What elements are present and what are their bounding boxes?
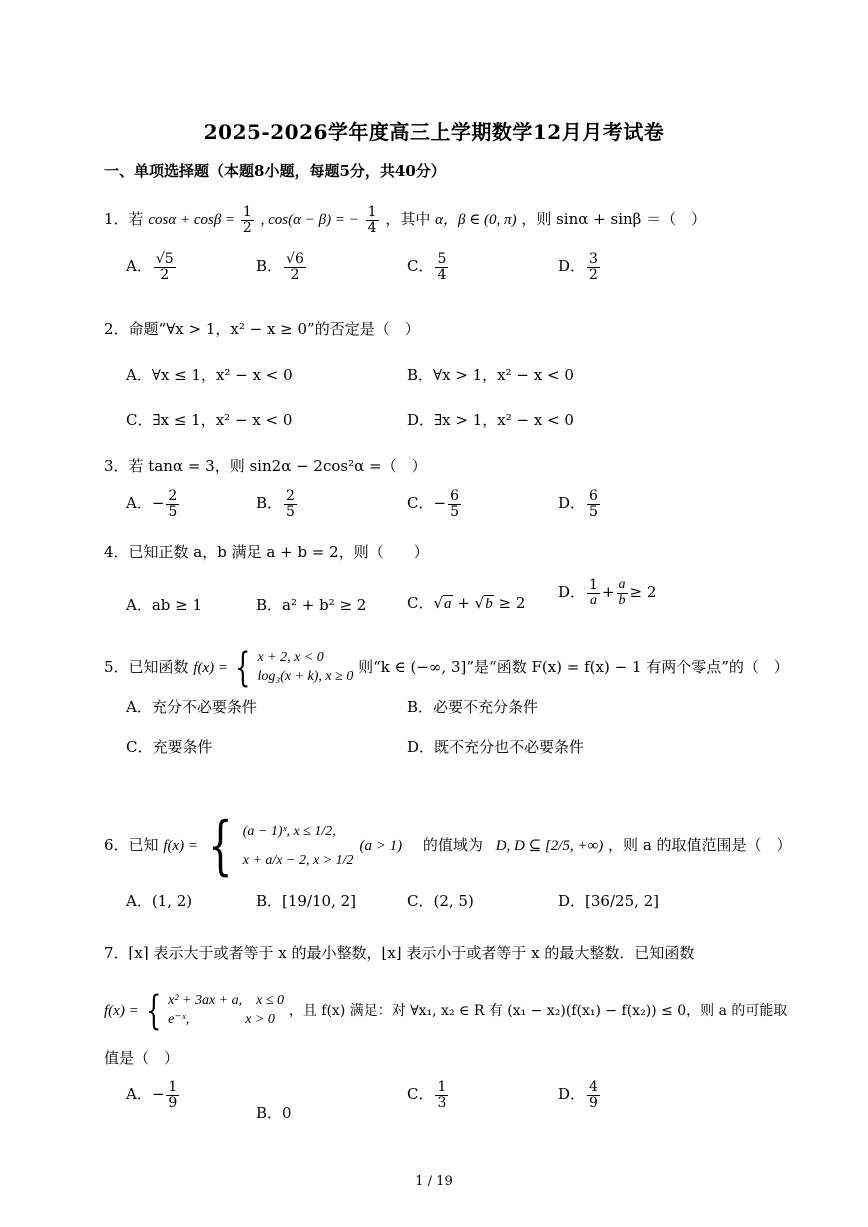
question-5-piecewise: f(x) = { x + 2, x < 0 log₃(x + k), x ≥ 0	[193, 645, 354, 691]
question-5-ask: 则“k ∈ (−∞, 3]”是“函数 F(x) = f(x) − 1 有两个零点”的（ ）	[358, 658, 789, 676]
question-7-option-a: A．− $\frac{1}{9}$	[126, 1079, 178, 1111]
question-7-line-3: 值是（ ）	[104, 1049, 180, 1067]
question-1-ask: ，则 sinα + sinβ ＝（ ）	[521, 210, 707, 229]
question-3-option-b: B． $\frac{2}{5}$	[256, 488, 295, 520]
question-4-option-a: A．ab ≥ 1	[126, 596, 203, 614]
question-5-option-b: B．必要不充分条件	[407, 698, 539, 716]
question-3-option-d: D． $\frac{6}{5}$	[558, 488, 598, 520]
question-1-option-d: D． $\frac{3}{2}$	[558, 251, 598, 283]
question-1-fraction-2: $\frac{1}{4}$	[367, 204, 377, 236]
question-1-number: 1．若	[104, 210, 144, 229]
question-5-stem: 5．已知函数 f(x) = { x + 2, x < 0 log₃(x + k), x ≥ 0 则“k ∈ (−∞, 3]”是“函数 F(x) = f(x) − 1 有两个零点”的（ ）	[104, 645, 789, 691]
question-1-condition-1: cosα + cosβ =	[148, 212, 239, 229]
question-1-mid: ，其中	[385, 210, 431, 229]
question-2-option-d: D．∃x > 1，x² − x < 0	[407, 411, 574, 429]
question-5-option-d: D．既不充分也不必要条件	[407, 738, 585, 756]
question-1-option-c: C． $\frac{5}{4}$	[407, 251, 447, 283]
question-1-option-b: B． $\frac{√6}{2}$	[256, 251, 304, 283]
question-4-option-d: D． $\frac{1}{a}$ + $\frac{a}{b}$ ≥ 2	[558, 577, 657, 608]
question-6-domain: D, D ⊆ [2/5, +∞)	[495, 838, 604, 854]
question-1-option-a: A． $\frac{√5}{2}$	[126, 251, 174, 283]
question-7-line-2: f(x) = { x² + 3ax + a, x ≤ 0 e⁻ˣ, x > 0 ，且 f(x) 满足：对 ∀x₁, x₂ ∈ R 有 (x₁ − x₂)(f(x₁) − f(x₂)) ≤ 0，则 a 的可能取	[104, 988, 788, 1034]
section-heading: 一、单项选择题（本题8小题，每题5分，共40分）	[104, 162, 446, 180]
question-1-condition-2: , cos(α − β) = −	[260, 212, 359, 229]
question-4-option-c: C．√a + √b ≥ 2	[407, 594, 526, 612]
question-7-option-c: C． $\frac{1}{3}$	[407, 1079, 447, 1111]
question-5-option-c: C．充要条件	[126, 738, 213, 756]
question-7-option-d: D． $\frac{4}{9}$	[558, 1079, 598, 1111]
exam-title: 2025-2026学年度高三上学期数学12月月考试卷	[203, 120, 665, 144]
question-3-option-a: A．− $\frac{2}{5}$	[126, 488, 178, 520]
question-2-option-b: B．∀x > 1，x² − x < 0	[407, 366, 574, 384]
question-1-fraction-1: $\frac{1}{2}$	[242, 204, 252, 236]
question-2-stem: 2．命题“∀x > 1，x² − x ≥ 0”的否定是（ ）	[104, 320, 420, 338]
question-7-piecewise: f(x) = { x² + 3ax + a, x ≤ 0 e⁻ˣ, x > 0	[104, 988, 285, 1034]
question-7-option-b: B．0	[256, 1104, 292, 1122]
question-1-range: α，β ∈ (0, π)	[435, 212, 517, 229]
question-1-stem	[104, 205, 706, 235]
question-6-option-a: A．(1, 2)	[126, 892, 193, 910]
question-2-option-c: C．∃x ≤ 1，x² − x < 0	[126, 411, 293, 429]
question-2-option-a: A．∀x ≤ 1，x² − x < 0	[126, 366, 293, 384]
question-6-option-c: C．(2, 5)	[407, 892, 474, 910]
question-4-stem: 4．已知正数 a，b 满足 a + b = 2，则（ ）	[104, 543, 429, 561]
question-5-option-a: A．充分不必要条件	[126, 698, 257, 716]
question-4-option-b: B．a² + b² ≥ 2	[256, 596, 367, 614]
question-3-stem: 3．若 tanα = 3，则 sin2α − 2cos²α =（ ）	[104, 457, 427, 475]
question-6-stem: 6．已知 f(x) = { (a − 1)ˣ, x ≤ 1/2, x + a/x − 2, x > 1/2 (a > 1) 的值域为 D, D ⊆ [2/5, +∞) ，则 a 的取值范围是（ ）	[104, 809, 792, 883]
question-6-piecewise: f(x) = { (a − 1)ˣ, x ≤ 1/2, x + a/x − 2, x > 1/2 (a > 1)	[163, 809, 403, 883]
question-6-option-b: B．[19/10, 2]	[256, 892, 357, 910]
page-number: 1 / 19	[415, 1174, 453, 1189]
question-3-option-c: C．− $\frac{6}{5}$	[407, 488, 459, 520]
question-6-option-d: D．[36/25, 2]	[558, 892, 660, 910]
question-7-line-1: 7．⌈x⌉ 表示大于或者等于 x 的最小整数，⌊x⌋ 表示小于或者等于 x 的最大整数．已知函数	[104, 944, 695, 962]
